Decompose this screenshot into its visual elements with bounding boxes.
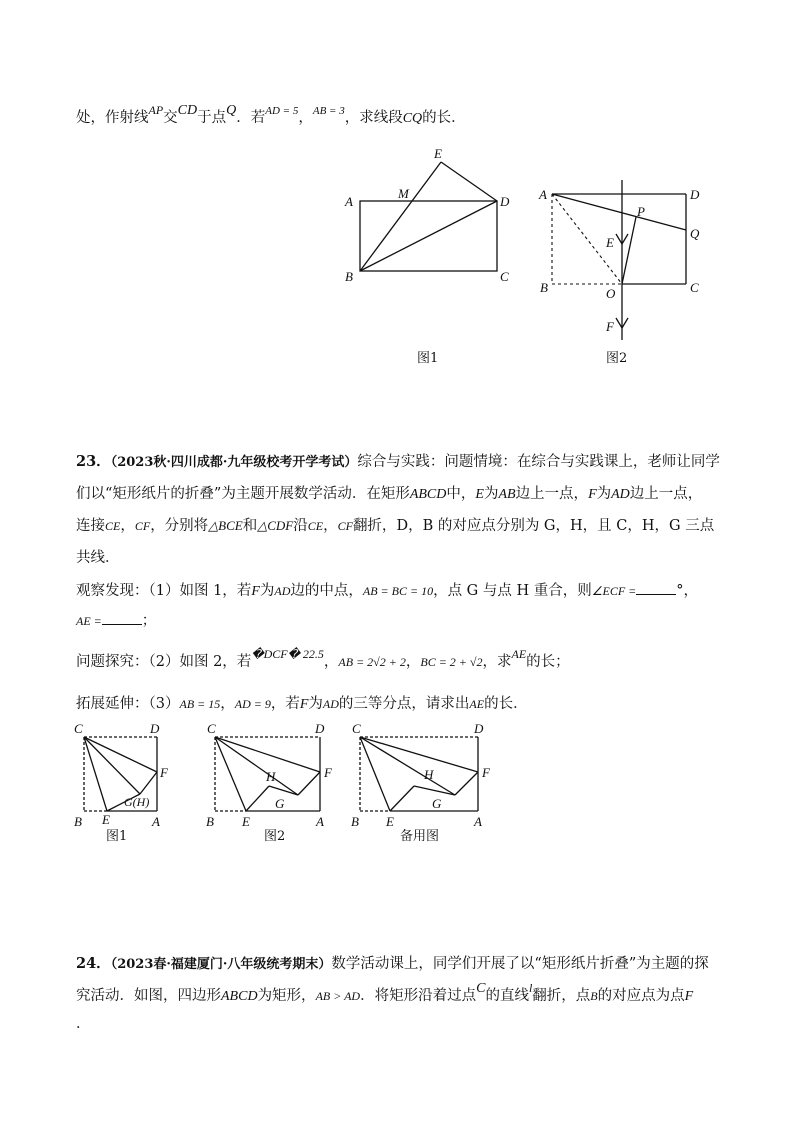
q23-fig2-label-D: D xyxy=(315,721,325,736)
fig1-label-E: E xyxy=(434,146,442,161)
q23-line-3: 连接CE，CF，分别将△BCE和△CDF沿CE，CF翻折，D，B 的对应点分别为 G，H，且 C，H，G 三点 xyxy=(76,518,715,534)
q23-observe-line: 观察发现：（1）如图 1，若F为AD边的中点，AB = BC = 10，点 G 与点 H 重合，则∠ECF = °， xyxy=(76,580,698,602)
fig2-label-C: C xyxy=(690,280,699,295)
fig2-label-O: O xyxy=(606,286,616,301)
fig1-label-D: D xyxy=(500,194,510,209)
q23-fig2-label-C: C xyxy=(207,721,216,736)
q23-fig2-label-G: G xyxy=(275,796,285,811)
q23-figure-backup xyxy=(351,721,491,844)
q23-fig1-label-A: A xyxy=(152,814,160,829)
q23-fig1-caption: 图1 xyxy=(106,829,128,844)
fig2-label-Q: Q xyxy=(690,226,700,241)
q23-line-2: 们以“矩形纸片的折叠”为主题开展数学活动．在矩形ABCD中，E为AB边上一点，F为AD边上一点， xyxy=(76,486,703,502)
q24-line-3: ． xyxy=(76,1016,91,1032)
q23-fig1-label-GH: G(H) xyxy=(124,795,150,809)
fig2-caption: 图2 xyxy=(606,351,628,366)
q23-fig1-label-C: C xyxy=(74,721,83,736)
q23-fig3-label-G: G xyxy=(432,796,442,811)
q23-fig3-label-B: B xyxy=(351,814,359,829)
fig1-label-C: C xyxy=(500,269,509,284)
fig2-label-D: D xyxy=(690,187,700,202)
q23-fig2-label-A: A xyxy=(316,814,324,829)
q23-figure-2 xyxy=(206,721,333,844)
q23-fig2-label-E: E xyxy=(242,814,250,829)
fig2-label-E: E xyxy=(606,235,614,250)
top-question-line: 处，作射线$^{AP}$交CD于点Q．若$^{AD = 5}$，$^{AB = 3}$，求线段CQ的长． xyxy=(76,103,466,126)
q23-extend-line: 拓展延伸：（3）AB = 15，AD = 9，若F为AD的三等分点，请求出AE的长． xyxy=(76,696,528,712)
q23-fig3-label-C: C xyxy=(352,721,361,736)
q23-line-1: 23．（2023秋·四川成都·九年级校考开学考试）综合与实践：问题情境：在综合与实践课上，老师让同学 xyxy=(76,453,720,470)
q23-fig2-label-H: H xyxy=(266,769,276,784)
fig2-label-P: P xyxy=(637,204,645,219)
q24-line-2: 究活动．如图，四边形ABCD为矩形，AB > AD．将矩形沿着过点C的直线$^l$翻折，点B的对应点为点F xyxy=(76,981,694,1004)
q23-fig3-label-E: E xyxy=(386,814,394,829)
q23-fig3-label-D: D xyxy=(474,721,484,736)
q23-fig3-caption: 备用图 xyxy=(400,829,440,844)
fig1-label-A: A xyxy=(345,194,353,209)
q23-fig1-label-B: B xyxy=(74,814,82,829)
fig1-caption: 图1 xyxy=(417,351,439,366)
fig2-label-A: A xyxy=(539,187,547,202)
q23-explore-line: 问题探究：（2）如图 2，若$^{�DCF� 22.5}$，AB = 2√2 + 2，BC = 2 + √2，求$^{AE}$的长； xyxy=(76,647,570,670)
q24-line-1: 24．（2023春·福建厦门·八年级统考期末）数学活动课上，同学们开展了以“矩形纸片折叠”为主题的探 xyxy=(76,955,709,972)
q23-figure-1 xyxy=(74,721,169,844)
q23-fig2-caption: 图2 xyxy=(264,829,286,844)
q23-fig2-label-B: B xyxy=(206,814,214,829)
q23-observe-line-2: AE = ； xyxy=(76,610,156,631)
q23-fig1-label-F: F xyxy=(160,765,168,780)
fig2-label-F: F xyxy=(606,319,614,334)
q23-fig1-label-D: D xyxy=(150,721,160,736)
q23-line-4: 共线． xyxy=(76,550,120,566)
q23-fig3-label-A: A xyxy=(474,814,482,829)
fig1-label-B: B xyxy=(345,269,353,284)
q23-fig2-label-F: F xyxy=(324,765,332,780)
q23-fig3-label-F: F xyxy=(482,765,490,780)
fig2-label-B: B xyxy=(540,280,548,295)
q23-fig1-label-E: E xyxy=(102,812,110,827)
q23-fig3-label-H: H xyxy=(424,767,434,782)
fig1-label-M: M xyxy=(398,186,409,201)
